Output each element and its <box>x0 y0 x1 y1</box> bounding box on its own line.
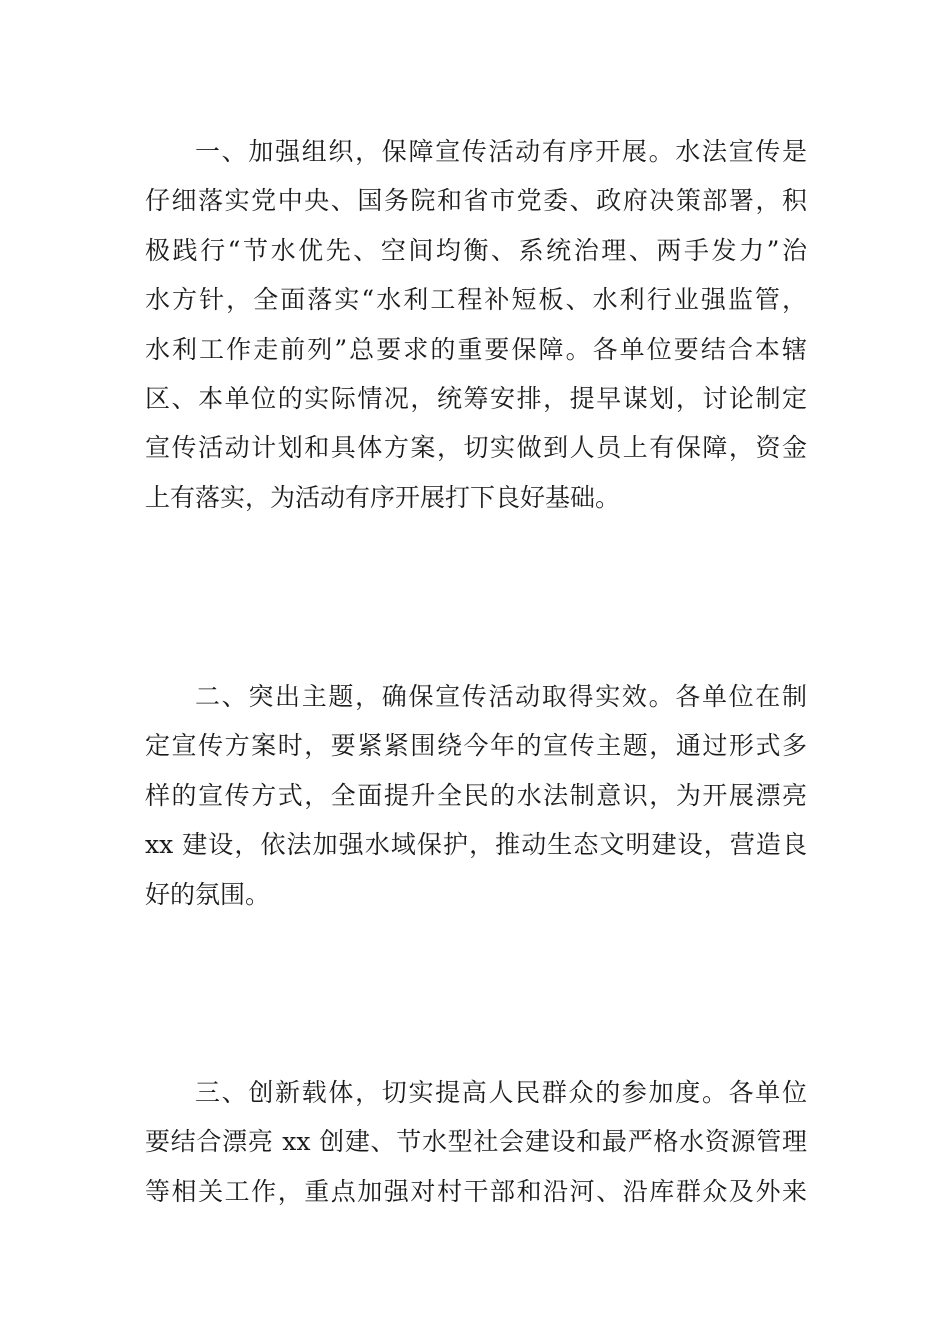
paragraph-line: 水方针，全面落实“水利工程补短板、水利行业强监管， <box>145 285 807 315</box>
paragraph-line: 等相关工作，重点加强对村干部和沿河、沿库群众及外来 <box>145 1176 807 1206</box>
paragraph-line: 宣传活动计划和具体方案，切实做到人员上有保障，资金 <box>145 433 807 463</box>
paragraph-line: 好的氛围。 <box>145 879 271 909</box>
paragraph-line: 三、创新载体，切实提高人民群众的参加度。各单位 <box>195 1078 807 1107</box>
paragraph-line: 仔细落实党中央、国务院和省市党委、政府决策部署，积 <box>145 186 807 216</box>
paragraph-2 <box>145 672 807 919</box>
paragraph-line: xx 建设，依法加强水域保护，推动生态文明建设，营造良 <box>145 830 807 860</box>
paragraph-line: 区、本单位的实际情况，统筹安排，提早谋划，讨论制定 <box>145 384 807 414</box>
paragraph-line: 极践行“节水优先、空间均衡、系统治理、两手发力”治 <box>145 235 807 265</box>
paragraph-3 <box>145 1068 807 1216</box>
paragraph-line: 水利工作走前列”总要求的重要保障。各单位要结合本辖 <box>145 334 807 364</box>
paragraph-1 <box>145 127 807 522</box>
paragraph-line: 一、加强组织，保障宣传活动有序开展。水法宣传是 <box>195 137 807 166</box>
paragraph-line: 上有落实，为活动有序开展打下良好基础。 <box>145 482 621 512</box>
paragraph-line: 定宣传方案时，要紧紧围绕今年的宣传主题，通过形式多 <box>145 731 807 761</box>
paragraph-line: 要结合漂亮 xx 创建、节水型社会建设和最严格水资源管理 <box>145 1127 807 1157</box>
paragraph-line: 样的宣传方式，全面提升全民的水法制意识，为开展漂亮 <box>145 780 807 810</box>
paragraph-line: 二、突出主题，确保宣传活动取得实效。各单位在制 <box>195 682 807 711</box>
